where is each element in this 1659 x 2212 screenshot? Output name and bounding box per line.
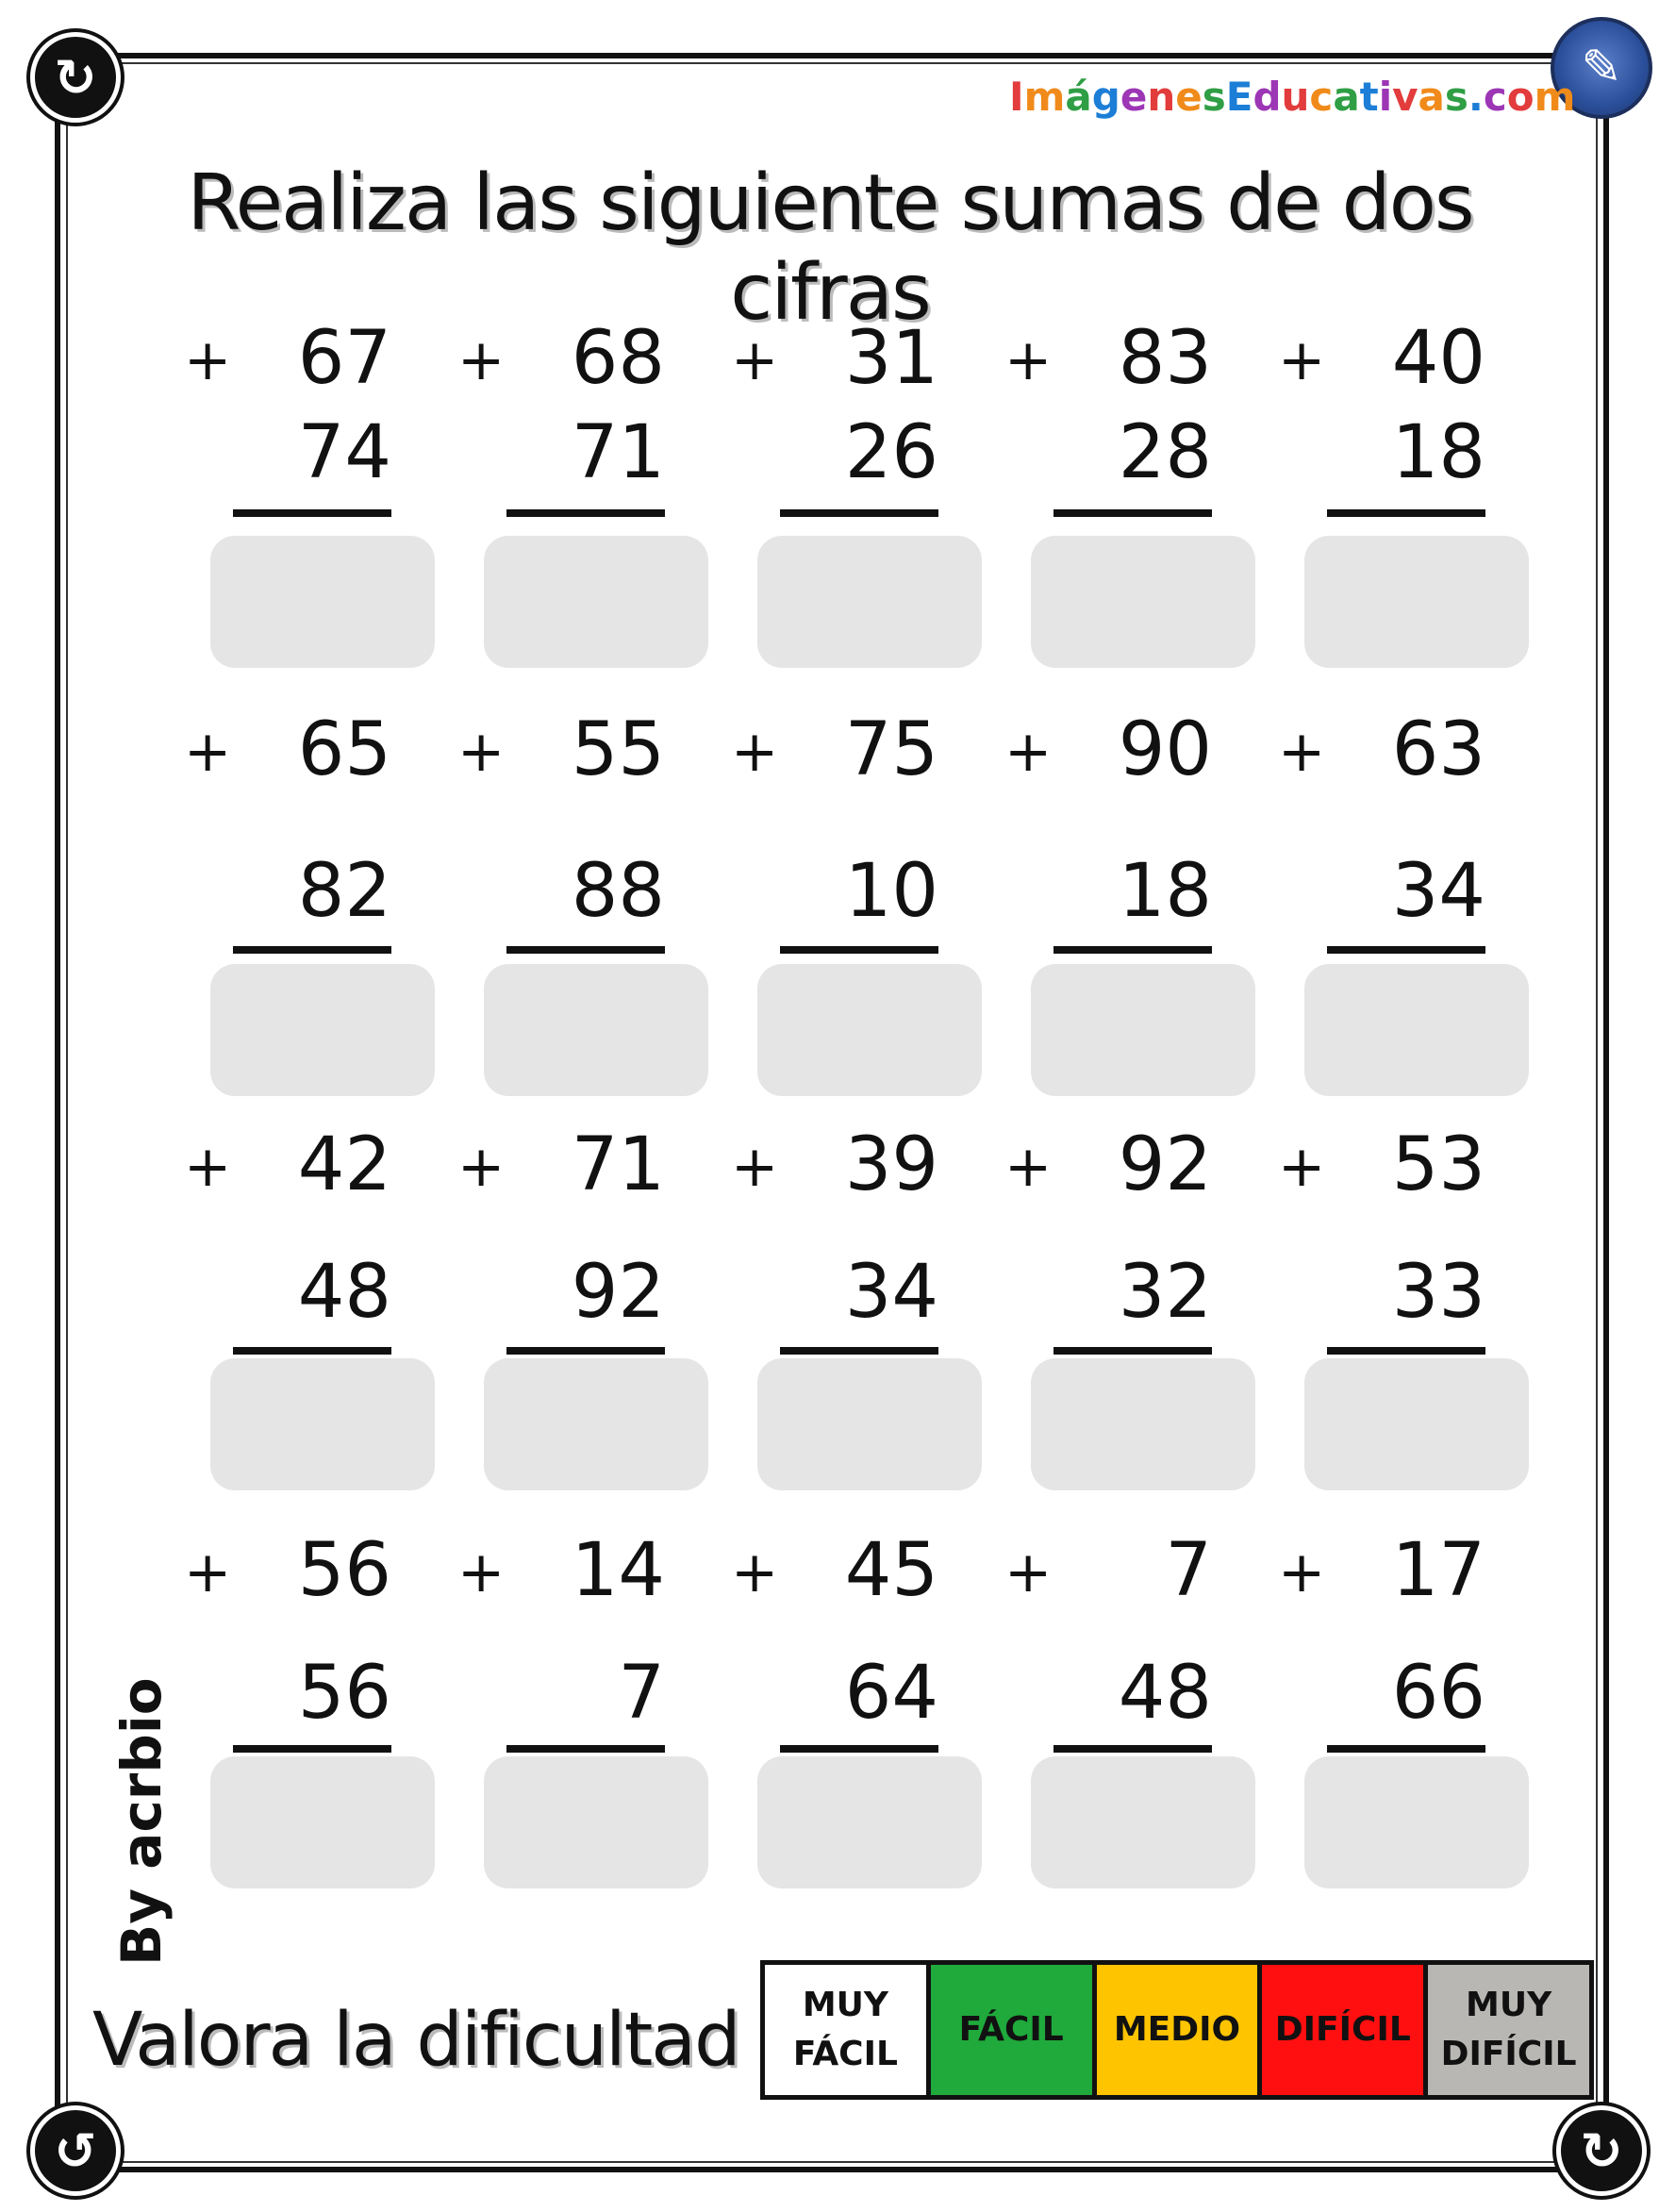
addend-top: 53 xyxy=(1391,1123,1485,1207)
answer-box[interactable] xyxy=(757,536,982,668)
brand-letter: . xyxy=(1468,74,1484,120)
addend-top: 92 xyxy=(1118,1123,1212,1207)
plus-sign: + xyxy=(184,1134,232,1200)
addend-top: 63 xyxy=(1391,707,1485,792)
answer-box[interactable] xyxy=(484,1756,708,1888)
rating-option-label: MUY xyxy=(1466,1986,1552,2024)
plus-sign: + xyxy=(184,1539,232,1605)
sum-line xyxy=(780,509,938,517)
addend-bottom: 26 xyxy=(844,410,938,495)
answer-box[interactable] xyxy=(484,964,708,1096)
addend-top: 45 xyxy=(844,1528,938,1613)
brand-letter: e xyxy=(1175,74,1203,120)
addend-bottom: 7 xyxy=(618,1651,665,1736)
answer-box[interactable] xyxy=(1031,1358,1255,1490)
plus-sign: + xyxy=(1278,327,1326,393)
byline xyxy=(104,1677,179,1966)
plus-sign: + xyxy=(457,719,506,785)
sum-line xyxy=(780,946,938,954)
brand-letter: á xyxy=(1065,74,1092,120)
answer-box[interactable] xyxy=(210,536,435,668)
answer-box[interactable] xyxy=(1304,964,1529,1096)
plus-sign: + xyxy=(731,719,779,785)
addend-top: 42 xyxy=(297,1123,391,1207)
byline-text: By acrbio xyxy=(109,1677,174,1966)
sum-line xyxy=(233,509,391,517)
addend-bottom: 88 xyxy=(571,849,665,934)
sum-line xyxy=(506,1347,665,1355)
addend-top: 56 xyxy=(297,1528,391,1613)
addend-bottom: 28 xyxy=(1118,410,1212,495)
rating-option-label: DIFÍCIL xyxy=(1274,2010,1411,2049)
answer-box[interactable] xyxy=(1304,536,1529,668)
answer-box[interactable] xyxy=(210,964,435,1096)
rating-option-label: MUY xyxy=(802,1986,888,2024)
brand-letter: a xyxy=(1418,74,1445,120)
answer-box[interactable] xyxy=(1031,536,1255,668)
addend-bottom: 71 xyxy=(571,410,665,495)
plus-sign: + xyxy=(1278,1539,1326,1605)
sum-line xyxy=(506,946,665,954)
addend-top: 7 xyxy=(1165,1528,1212,1613)
addend-bottom: 32 xyxy=(1118,1250,1212,1335)
addend-top: 90 xyxy=(1118,707,1212,792)
brand-letter: I xyxy=(1009,74,1024,120)
plus-sign: + xyxy=(1278,1134,1326,1200)
rating-option-label: FÁCIL xyxy=(792,2035,898,2073)
rating-option[interactable] xyxy=(1097,1965,1263,2095)
answer-box[interactable] xyxy=(1304,1756,1529,1888)
addend-bottom: 66 xyxy=(1391,1651,1485,1736)
brand-letter: o xyxy=(1506,74,1535,120)
plus-sign: + xyxy=(457,1134,506,1200)
addend-top: 68 xyxy=(571,316,665,401)
sum-line xyxy=(506,1745,665,1753)
sum-line xyxy=(1053,509,1212,517)
addend-bottom: 74 xyxy=(297,410,391,495)
plus-sign: + xyxy=(457,1539,506,1605)
brand-letter: n xyxy=(1147,74,1176,120)
plus-sign: + xyxy=(731,327,779,393)
sum-line xyxy=(233,1745,391,1753)
answer-box[interactable] xyxy=(484,1358,708,1490)
rating-option[interactable] xyxy=(1262,1965,1428,2095)
brand-letter: i xyxy=(1378,74,1393,120)
sum-line xyxy=(1327,1347,1485,1355)
rating-option-label: DIFÍCIL xyxy=(1440,2035,1577,2073)
brand-letter: v xyxy=(1392,74,1418,120)
plus-sign: + xyxy=(1004,1539,1053,1605)
brand-letter: a xyxy=(1333,74,1360,120)
addend-bottom: 34 xyxy=(1391,849,1485,934)
brand-letter: g xyxy=(1091,74,1120,120)
addend-bottom: 18 xyxy=(1391,410,1485,495)
brand-letter: m xyxy=(1534,74,1576,120)
rating-option[interactable] xyxy=(1428,1965,1589,2095)
brand-letter: m xyxy=(1023,74,1066,120)
brand-letter: E xyxy=(1225,74,1253,120)
addend-bottom: 92 xyxy=(571,1250,665,1335)
sum-line xyxy=(233,946,391,954)
addend-top: 75 xyxy=(844,707,938,792)
addend-top: 83 xyxy=(1118,316,1212,401)
sum-line xyxy=(1327,509,1485,517)
arrow-circle-icon: ↺ xyxy=(30,2105,121,2196)
addend-top: 65 xyxy=(297,707,391,792)
answer-box[interactable] xyxy=(1031,1756,1255,1888)
addend-bottom: 56 xyxy=(297,1651,391,1736)
addend-top: 67 xyxy=(297,316,391,401)
addend-bottom: 10 xyxy=(844,849,938,934)
brand-letter: s xyxy=(1444,74,1468,120)
plus-sign: + xyxy=(184,327,232,393)
addend-top: 14 xyxy=(571,1528,665,1613)
sum-line xyxy=(506,509,665,517)
addend-bottom: 48 xyxy=(297,1250,391,1335)
addend-top: 31 xyxy=(844,316,938,401)
answer-box[interactable] xyxy=(1031,964,1255,1096)
plus-sign: + xyxy=(731,1134,779,1200)
answer-box[interactable] xyxy=(757,964,982,1096)
addend-bottom: 18 xyxy=(1118,849,1212,934)
answer-box[interactable] xyxy=(757,1358,982,1490)
addend-bottom: 64 xyxy=(844,1651,938,1736)
arrow-circle-icon: ↻ xyxy=(1556,2105,1647,2196)
page-title: Realiza las siguiente sumas de dos cifras xyxy=(187,158,1473,338)
plus-sign: + xyxy=(457,327,506,393)
brand-letter: c xyxy=(1309,74,1334,120)
brand-letter: s xyxy=(1202,74,1226,120)
answer-box[interactable] xyxy=(484,536,708,668)
brand-letter: d xyxy=(1253,74,1282,120)
rating-option-label: FÁCIL xyxy=(958,2010,1064,2049)
difficulty-rating xyxy=(760,1960,1594,2100)
brand-letter: u xyxy=(1281,74,1310,120)
rating-option[interactable] xyxy=(765,1965,931,2095)
sum-line xyxy=(1053,1745,1212,1753)
sum-line xyxy=(780,1745,938,1753)
brand-letter: c xyxy=(1483,74,1507,120)
plus-sign: + xyxy=(731,1539,779,1605)
plus-sign: + xyxy=(1278,719,1326,785)
addend-bottom: 33 xyxy=(1391,1250,1485,1335)
sum-line xyxy=(1327,1745,1485,1753)
sum-line xyxy=(1327,946,1485,954)
arrow-circle-icon: ↻ xyxy=(30,32,121,123)
plus-sign: + xyxy=(1004,327,1053,393)
answer-box[interactable] xyxy=(757,1756,982,1888)
addend-bottom: 82 xyxy=(297,849,391,934)
addend-bottom: 48 xyxy=(1118,1651,1212,1736)
addend-top: 17 xyxy=(1391,1528,1485,1613)
addend-bottom: 34 xyxy=(844,1250,938,1335)
answer-box[interactable] xyxy=(1304,1358,1529,1490)
rating-label: Valora la dificultad xyxy=(92,1998,739,2083)
logo-icon: ✎ xyxy=(1551,17,1652,119)
addend-top: 39 xyxy=(844,1123,938,1207)
addend-top: 71 xyxy=(571,1123,665,1207)
plus-sign: + xyxy=(1004,1134,1053,1200)
addend-top: 55 xyxy=(571,707,665,792)
plus-sign: + xyxy=(184,719,232,785)
brand-logo-text xyxy=(1009,74,1575,120)
plus-sign: + xyxy=(1004,719,1053,785)
addend-top: 40 xyxy=(1391,316,1485,401)
brand-letter: e xyxy=(1120,74,1148,120)
rating-option-label: MEDIO xyxy=(1113,2010,1241,2049)
answer-box[interactable] xyxy=(210,1358,435,1490)
answer-box[interactable] xyxy=(210,1756,435,1888)
sum-line xyxy=(1053,946,1212,954)
sum-line xyxy=(780,1347,938,1355)
sum-line xyxy=(233,1347,391,1355)
rating-option[interactable] xyxy=(931,1965,1097,2095)
brand-letter: t xyxy=(1359,74,1379,120)
sum-line xyxy=(1053,1347,1212,1355)
